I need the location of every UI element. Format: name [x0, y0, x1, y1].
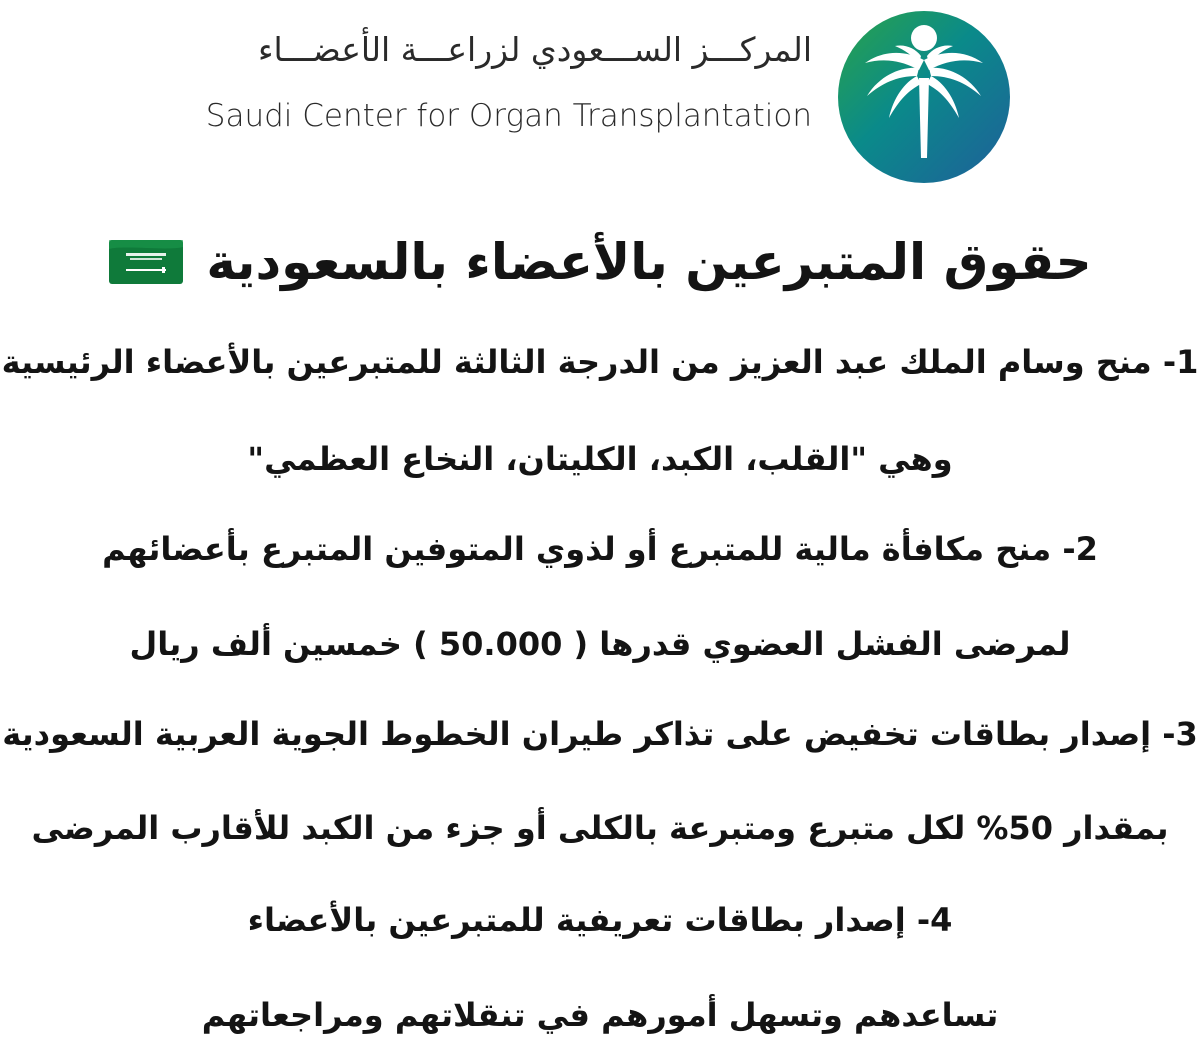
item-3-line-1: 3- إصدار بطاقات تخفيض على تذاكر طيران الخطوط الجوية العربية السعودية — [2, 715, 1198, 753]
item-4-line-1: 4- إصدار بطاقات تعريفية للمتبرعين بالأعضاء — [247, 901, 953, 939]
org-name-arabic: المركـــز الســـعودي لزراعـــة الأعضـــاء — [258, 30, 812, 69]
saudi-flag-icon — [108, 239, 184, 285]
item-2-line-2: لمرضى الفشل العضوي قدرها ( 50.000 ) خمسين ألف ريال — [129, 625, 1071, 663]
org-name-english: Saudi Center for Organ Transplantation — [205, 98, 812, 134]
item-1-line-2: وهي "القلب، الكبد، الكليتان، النخاع العظمي" — [247, 440, 953, 478]
item-2-line-1: 2- منح مكافأة مالية للمتبرع أو لذوي المتوفين المتبرع بأعضائهم — [102, 530, 1098, 568]
item-4-line-2: تساعدهم وتسهل أمورهم في تنقلاتهم ومراجعاتهم — [201, 996, 999, 1034]
title-row — [0, 222, 1200, 302]
palm-tree-emblem-icon — [835, 8, 1013, 186]
item-1-line-1: 1- منح وسام الملك عبد العزيز من الدرجة الثالثة للمتبرعين بالأعضاء الرئيسية — [1, 343, 1199, 381]
page-title: حقوق المتبرعين بالأعضاء بالسعودية — [206, 233, 1092, 291]
item-3-line-2: بمقدار 50% لكل متبرع ومتبرعة بالكلى أو جزء من الكبد للأقارب المرضى — [31, 809, 1169, 847]
header — [0, 0, 1200, 190]
